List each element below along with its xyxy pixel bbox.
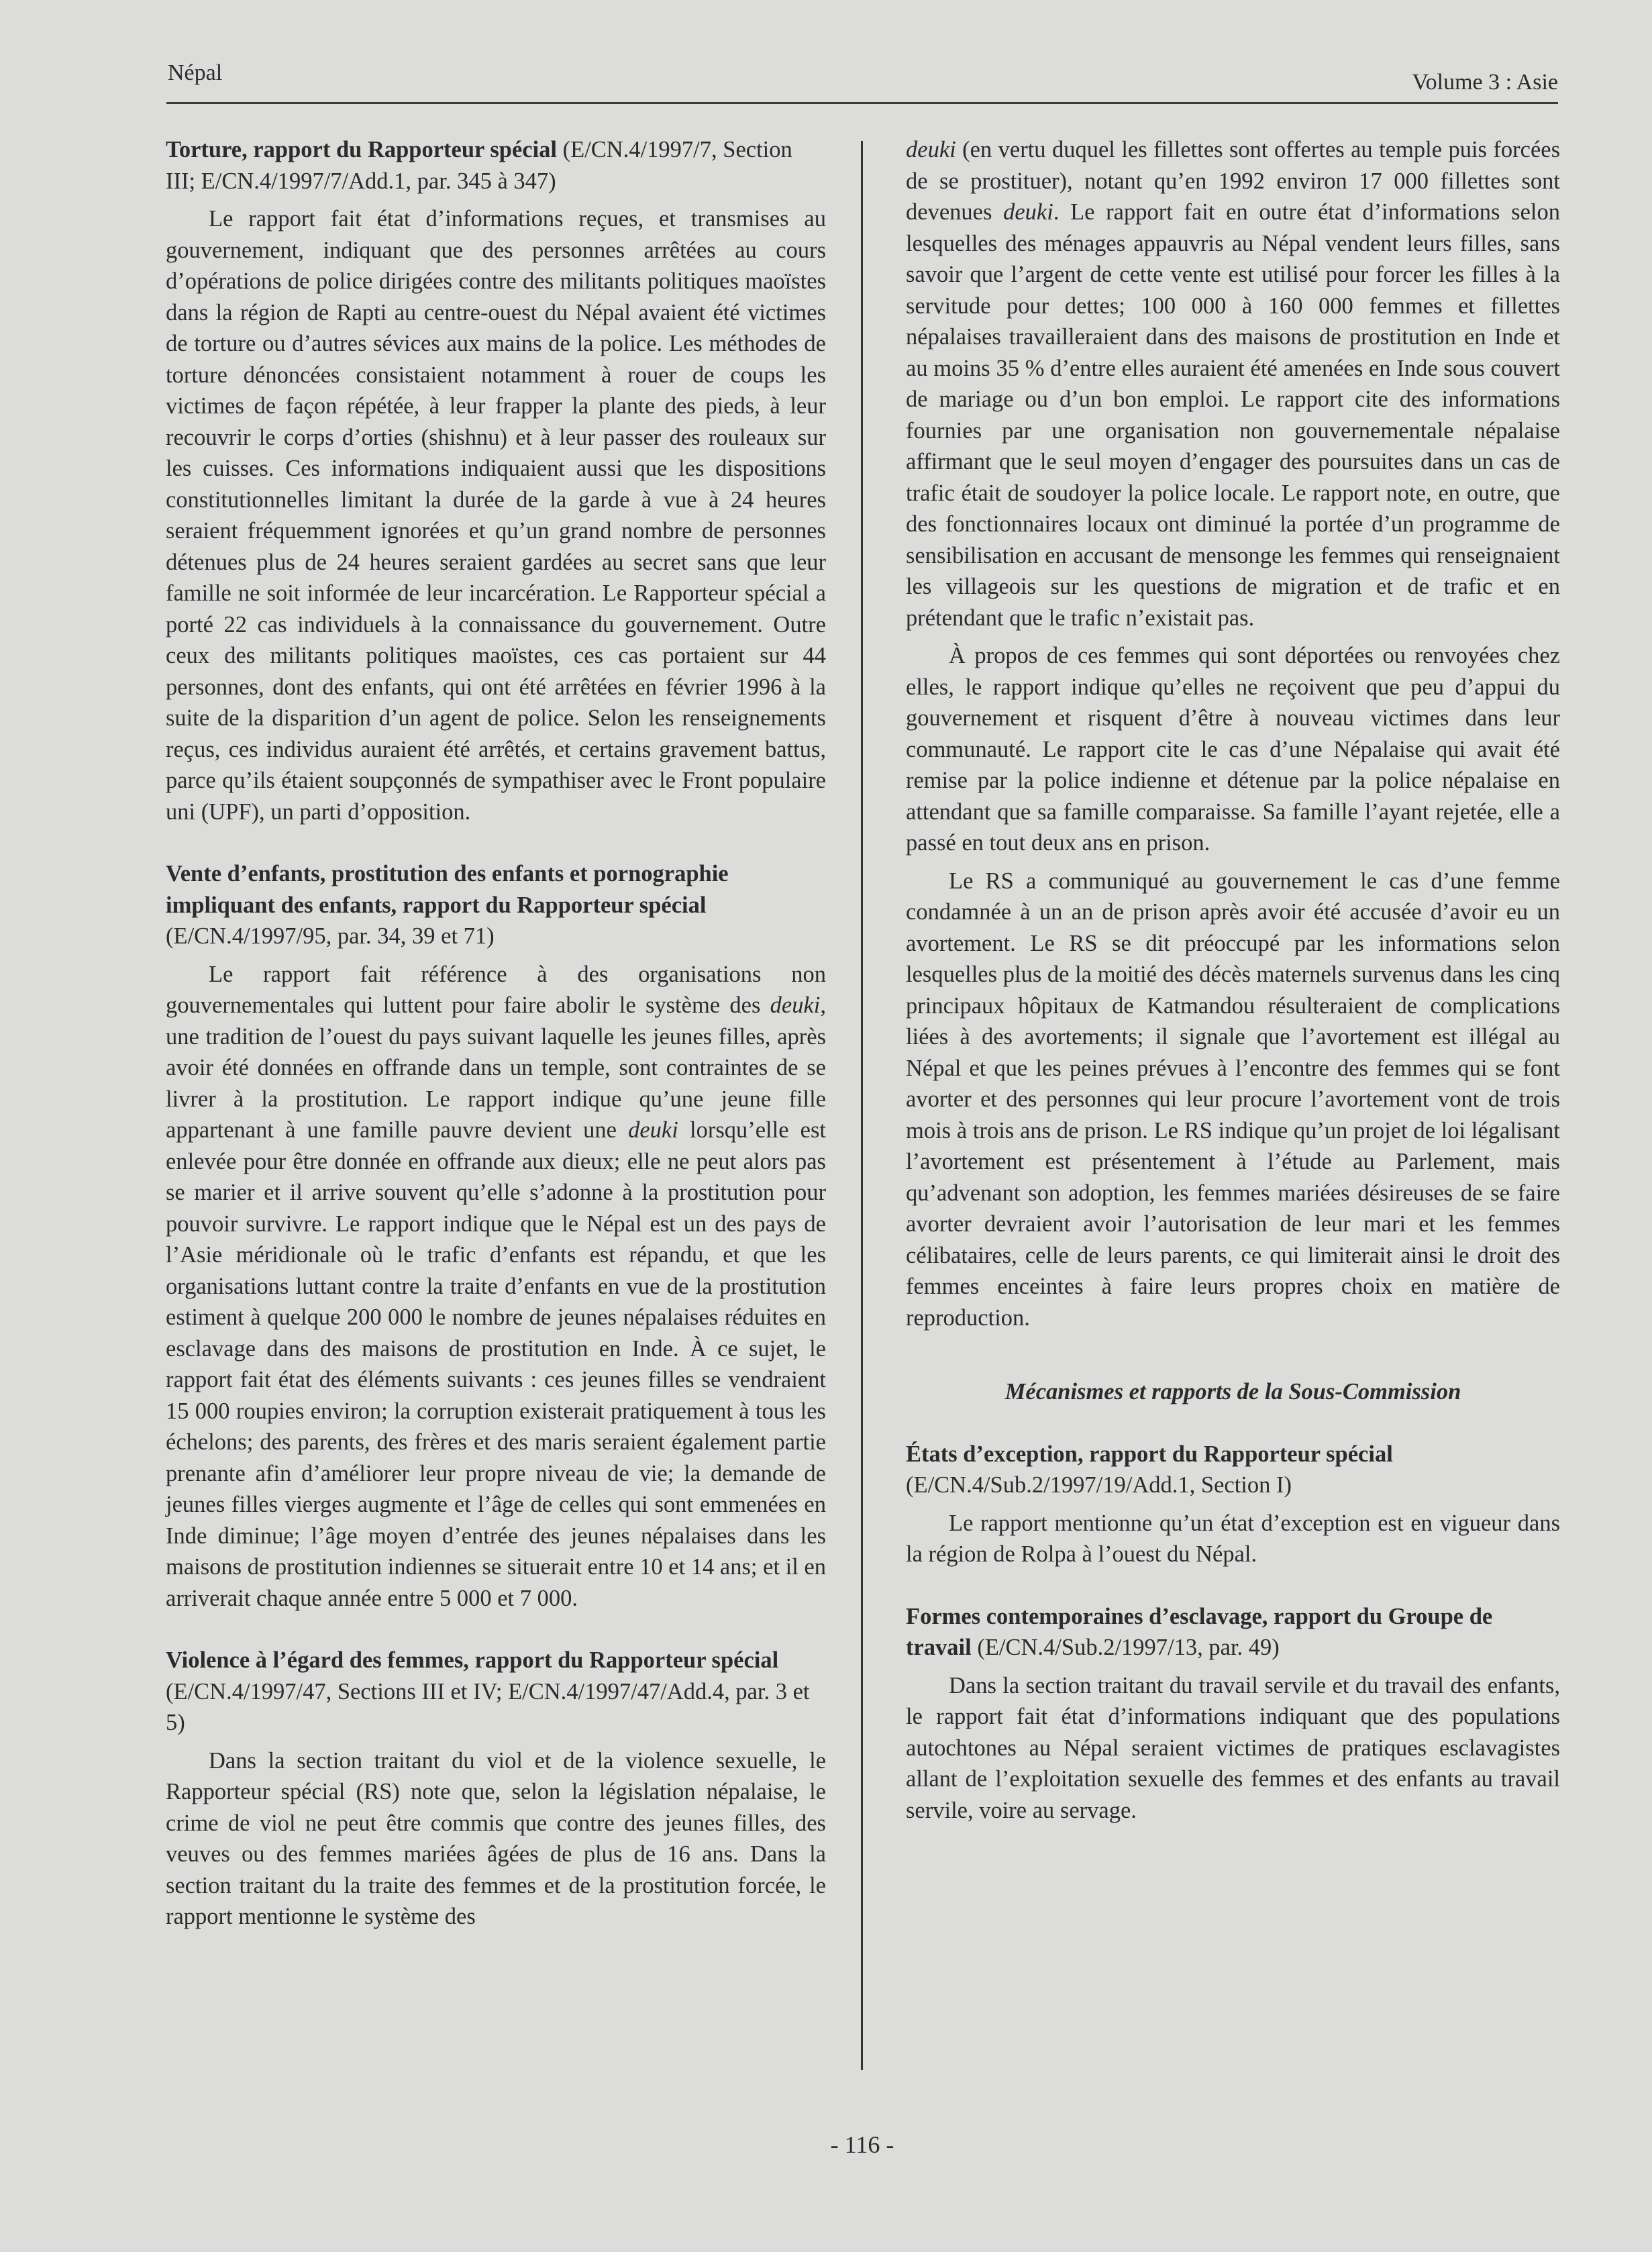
section-title: États d’exception, rapport du Rapporteur spécial bbox=[906, 1441, 1393, 1467]
section-heading-slavery bbox=[906, 1601, 1560, 1664]
section-reference: (E/CN.4/1997/7, Section III; E/CN.4/1997/7/Add.1, par. 345 à 347) bbox=[166, 137, 792, 194]
column-divider bbox=[861, 141, 863, 2070]
paragraph: Dans la section traitant du viol et de la violence sexuelle, le Rapporteur spécial (RS) note que, selon la législation népalaise, le crime de viol ne peut être commis que contre des jeunes filles, des veuves ou des femmes mariées âgées de plus de 16 ans. Dans la section traitant du la traite des femmes et de la prostitution forcée, le rapport mentionne le système des bbox=[166, 1747, 826, 1929]
paragraph-continued: deuki (en vertu duquel les fillettes sont offertes au temple puis forcées de se prostituer), notant qu’en 1992 environ 17 000 fillettes sont devenues deuki. Le rapport fait en outre état d’informations selon lesquelles des ménages appauvris au Népal vendent leurs filles, sans savoir que l’argent de cette vente est utilisé pour forcer les filles à la servitude pour dettes; 100 000 à 160 000 femmes et fillettes népalaises travailleraient dans des maisons de prostitution en Inde et au moins 35 % d’entre elles auraient été amenées en Inde sous couvert de mariage ou d’un bon emploi. Le rapport cite des informations fournies par une organisation non gouvernementale népalaise affirmant que le seul moyen d’engager des poursuites dans un cas de trafic était de soudoyer la police locale. Le rapport note, en outre, que des fonctionnaires locaux ont diminué la portée d’un programme de sensibilisation en accusant de mensonge les femmes qui renseignaient les villageois sur les questions de migration et de trafic et en prétendant que le trafic n’existait pas. bbox=[906, 137, 1560, 631]
left-column bbox=[166, 134, 826, 1933]
paragraph: Le RS a communiqué au gouvernement le cas d’une femme condamnée à un an de prison après avoir été accusée d’avoir eu un avortement. Le RS se dit préoccupé par les informations selon lesquelles plus de la moitié des décès maternels survenus dans les cinq principaux hôpitaux de Katmandou résulteraient de complications liées à des avortements; il signale que l’avortement est illégal au Népal et que les peines prévues à l’encontre des femmes qui se font avorter et des personnes qui leur procure l’avortement vont de trois mois à trois ans de prison. Le RS indique qu’un projet de loi légalisant l’avortement est présentement à l’étude au Parlement, mais qu’advenant son adoption, les femmes mariées désireuses de se faire avorter devraient avoir l’autorisation de leur mari et les femmes célibataires, celle de leurs parents, ce qui limiterait ainsi le droit des femmes enceintes à faire leurs propres choix en matière de reproduction. bbox=[906, 868, 1560, 1331]
section-heading-torture bbox=[166, 134, 826, 197]
paragraph: À propos de ces femmes qui sont déportées ou renvoyées chez elles, le rapport indique qu’elles ne reçoivent que peu d’appui du gouvernement et risquent d’être à nouveau victimes dans leur communauté. Le rapport cite le cas d’une Népalaise qui avait été remise par la police indienne et détenue par la police népalaise en attendant que sa famille comparaisse. Sa famille l’ayant rejetée, elle a passé en tout deux ans en prison. bbox=[906, 643, 1560, 856]
section-title: Torture, rapport du Rapporteur spécial bbox=[166, 137, 558, 162]
paragraph: Le rapport fait référence à des organisations non gouvernementales qui luttent pour faire abolir le système des deuki, une tradition de l’ouest du pays suivant laquelle les jeunes filles, après avoir été données en offrande dans un temple, sont contraintes de se livrer à la prostitution. Le rapport indique qu’une jeune fille appartenant à une famille pauvre devient une deuki lorsqu’elle est enlevée pour être donnée en offrande aux dieux; elle ne peut alors pas se marier et il arrive souvent qu’elle s’adonne à la prostitution pour pouvoir survivre. Le rapport indique que le Népal est un des pays de l’Asie méridionale où le trafic d’enfants est répandu, et que les organisations luttant contre la traite d’enfants en vue de la prostitution estiment à quelque 200 000 le nombre de jeunes népalaises réduites en esclavage dans des maisons de prostitution en Inde. À ce sujet, le rapport fait état des éléments suivants : ces jeunes filles se vendraient 15 000 roupies environ; la corruption existerait pratiquement à tous les échelons; des parents, des frères et des maris seraient également partie prenante afin d’améliorer leur propre niveau de vie; la demande de jeunes filles vierges augmente et l’âge de celles qui sont emmenées en Inde diminue; l’âge moyen d’entrée des jeunes népalaises dans les maisons de prostitution indiennes se situerait entre 10 et 14 ans; et il en arriverait chaque année entre 5 000 et 7 000. bbox=[166, 961, 827, 1611]
subcommission-heading: Mécanismes et rapports de la Sous-Commission bbox=[1004, 1379, 1461, 1404]
section-title: Formes contemporaines d’esclavage, rapport du Groupe de travail bbox=[906, 1603, 1493, 1660]
page-number: - 116 - bbox=[830, 2131, 894, 2158]
section-reference: (E/CN.4/1997/47, Sections III et IV; E/CN.4/1997/47/Add.4, par. 3 et 5) bbox=[166, 1678, 810, 1735]
section-title: Vente d’enfants, prostitution des enfants et pornographie impliquant des enfants, rapport du Rapporteur spécial bbox=[166, 861, 729, 918]
section-heading-states-of-exception bbox=[906, 1439, 1560, 1501]
section-title: Violence à l’égard des femmes, rapport du Rapporteur spécial bbox=[166, 1647, 779, 1673]
section-reference: (E/CN.4/Sub.2/1997/19/Add.1, Section I) bbox=[906, 1472, 1292, 1498]
section-reference: (E/CN.4/1997/95, par. 34, 39 et 71) bbox=[166, 923, 495, 949]
header-volume: Volume 3 : Asie bbox=[1412, 70, 1558, 95]
right-column bbox=[906, 134, 1560, 1826]
section-reference: (E/CN.4/Sub.2/1997/13, par. 49) bbox=[971, 1635, 1280, 1660]
section-heading-sale-of-children bbox=[166, 858, 826, 952]
running-header bbox=[166, 60, 1558, 104]
section-heading-violence-women bbox=[166, 1645, 826, 1739]
paragraph: Le rapport fait état d’informations reçues, et transmises au gouvernement, indiquant que des personnes arrêtées au cours d’opérations de police dirigées contre des militants politiques maoïstes dans la région de Rapti au centre-ouest du Népal avaient été victimes de torture ou d’autres sévices aux mains de la police. Les méthodes de torture dénoncées consistaient notamment à rouer de coups les victimes de façon répétée, à leur frapper la plante des pieds, à leur recouvrir le corps d’orties (shishnu) et à leur passer des rouleaux sur les cuisses. Ces informations indiquaient aussi que les dispositions constitutionnelles limitant la durée de la garde à vue à 24 heures seraient fréquemment ignorées et qu’un grand nombre de personnes détenues plus de 24 heures seraient gardées au secret sans que leur famille ne soit informée de leur incarcération. Le Rapporteur spécial a porté 22 cas individuels à la connaissance du gouvernement. Outre ceux des militants politiques maoïstes, ces cas portaient sur 44 personnes, dont des enfants, qui ont été arrêtées en février 1996 à la suite de la disparition d’un agent de police. Selon les renseignements reçus, ces individus auraient été arrêtés, et certains gravement battus, parce qu’ils étaient soupçonnés de sympathiser avec le Front populaire uni (UPF), un parti d’opposition. bbox=[166, 206, 826, 825]
header-country: Népal bbox=[168, 60, 223, 85]
paragraph: Le rapport mentionne qu’un état d’exception est en vigueur dans la région de Rolpa à l’ouest du Népal. bbox=[906, 1510, 1560, 1567]
paragraph: Dans la section traitant du travail servile et du travail des enfants, le rapport fait état d’informations indiquant que des populations autochtones au Népal seraient victimes de pratiques esclavagistes allant de l’exploitation sexuelle des femmes et des enfants au travail servile, voire au servage. bbox=[906, 1672, 1560, 1823]
